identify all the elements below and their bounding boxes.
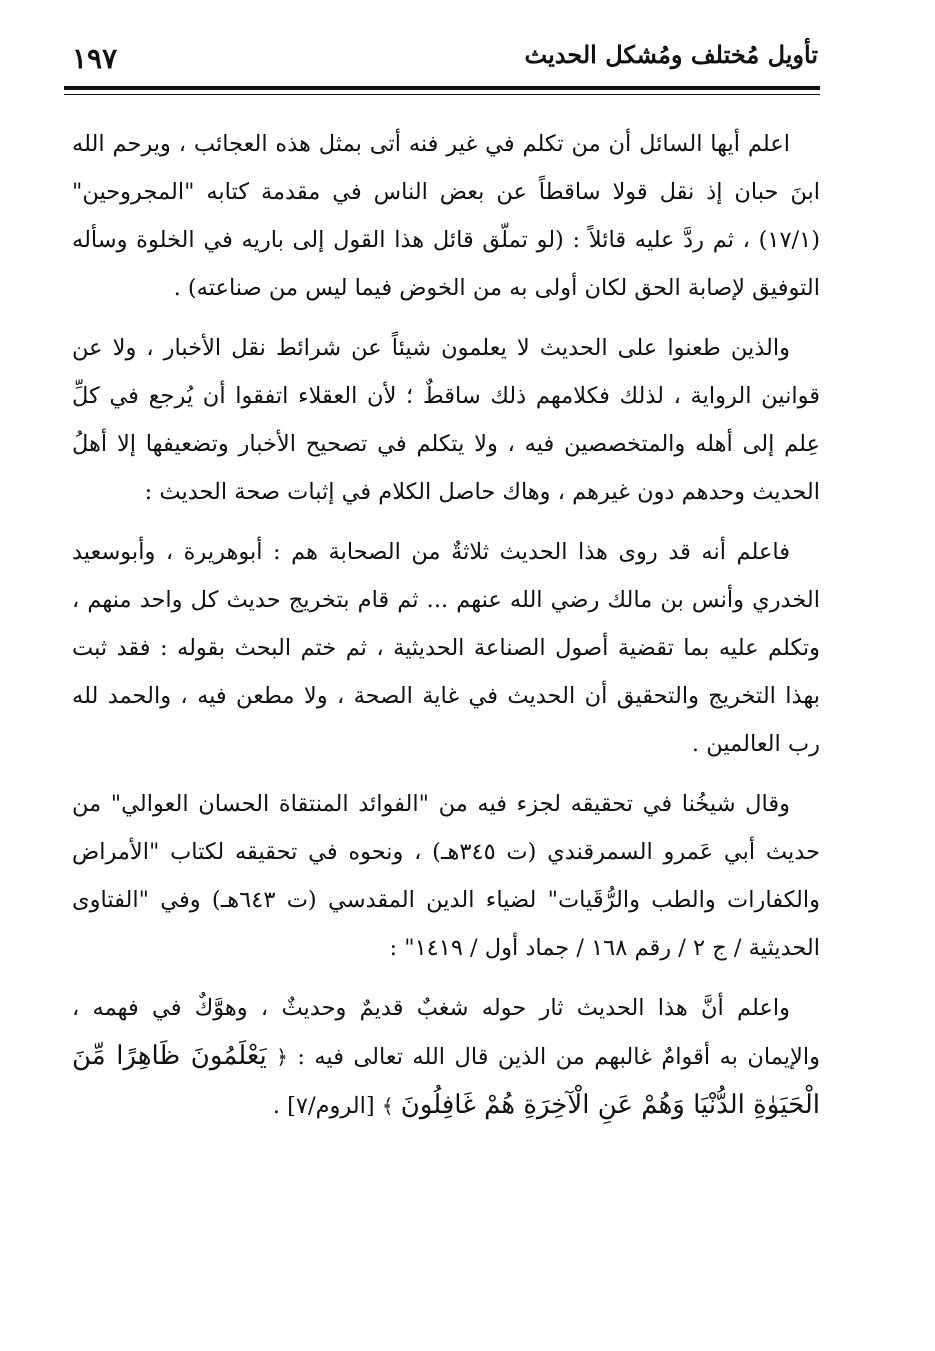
paragraph-ibn-hibban: اعلم أيها السائل أن من تكلم في غير فنه أتى بمثل هذه العجائب ، ويرحم الله ابنَ حبان إذ نقل قولا ساقطاً عن بعض الناس في مقدمة كتابه "المجروحين" (١٧/١) ، ثم ردَّ عليه قائلاً : (لو تملّق قائل هذا القول إلى باريه في الخلوة وسأله التوفيق لإصابة الحق لكان أولى به من الخوض فيما ليس من صناعته) . [72, 131, 820, 301]
quran-bracket-open: ﴿ [276, 1045, 288, 1069]
verse-citation: [الروم/٧] . [272, 1093, 375, 1119]
header-rule-thick [64, 86, 820, 90]
paragraph-critics: والذين طعنوا على الحديث لا يعلمون شيئاً عن شرائط نقل الأخبار ، ولا عن قوانين الرواية ، لذلك فكلامهم ذلك ساقطٌ ؛ لأن العقلاء اتفقوا أن يُرجع في كلِّ عِلم إلى أهله والمتخصصين فيه ، ولا يتكلم في تصحيح الأخبار وتضعيفها إلا أهلُ الحديث وحدهم دون غيرهم ، وهاك حاصل الكلام في إثبات صحة الحديث : [72, 335, 820, 505]
header-rule-thin [64, 94, 820, 95]
page-number: ١٩٧ [72, 42, 118, 75]
running-title: تأويل مُختلف ومُشكل الحديث [524, 40, 818, 69]
paragraph-final [72, 984, 820, 1130]
quran-bracket-close: ﴾ [381, 1094, 394, 1118]
final-text: واعلم أنَّ هذا الحديث ثار حوله شغبٌ قديمٌ وحديثٌ ، وهوَّكٌ في فهمه ، والإيمان به أقوامٌ غالبهم من الذين قال الله تعالى فيه : [72, 995, 820, 1070]
paragraph-companions: فاعلم أنه قد روى هذا الحديث ثلاثةٌ من الصحابة هم : أبوهريرة ، وأبوسعيد الخدري وأنس بن مالك رضي الله عنهم ... ثم قام بتخريج حديث كل واحد منهم ، وتكلم عليه بما تقضية أصول الصناعة الحديثية ، ثم ختم البحث بقوله : فقد ثبت بهذا التخريج والتحقيق أن الحديث في غاية الصحة ، ولا مطعن فيه ، والحمد لله رب العالمين . [72, 539, 820, 757]
page-header [66, 36, 818, 82]
quran-verse: يَعْلَمُونَ ظَاهِرًا مِّنَ الْحَيَوٰةِ الدُّنْيَا وَهُمْ عَنِ الْآخِرَةِ هُمْ غَافِلُونَ [72, 1041, 820, 1120]
body-text [72, 120, 820, 1130]
paragraph-sheikh: وقال شيخُنا في تحقيقه لجزء فيه من "الفوائد المنتقاة الحسان العوالي" من حديث أبي عَمرو السمرقندي (ت ٣٤٥هـ) ، ونحوه في تحقيقه لكتاب "الأمراض والكفارات والطب والرُّقَيات" لضياء الدين المقدسي (ت ٦٤٣هـ) وفي "الفتاوى الحديثية / ج ٢ / رقم ١٦٨ / جماد أول / ١٤١٩" : [72, 791, 820, 961]
